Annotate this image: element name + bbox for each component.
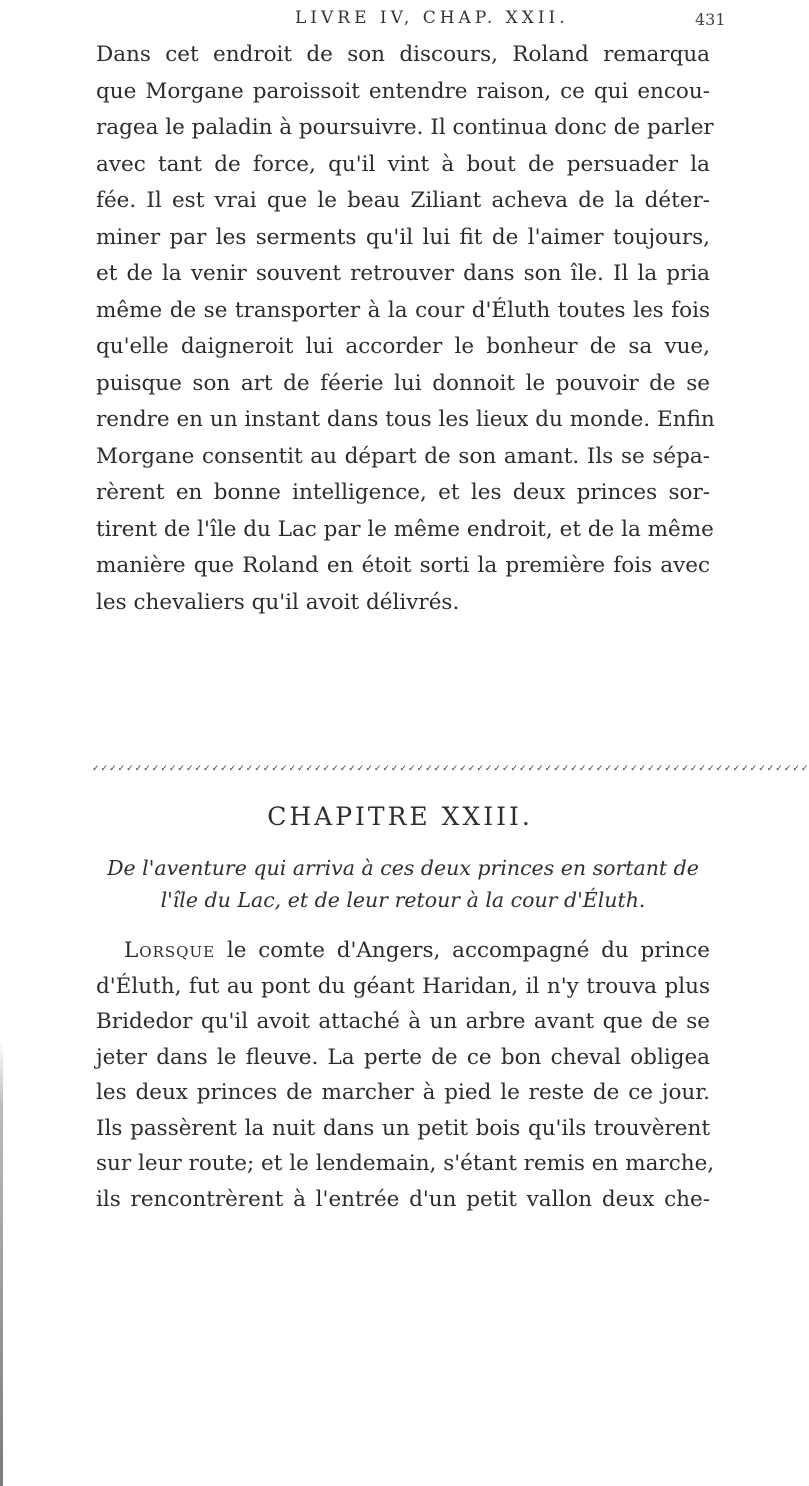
page-number: 431 bbox=[695, 10, 726, 29]
text-line: les chevaliers qu'il avoit délivrés. bbox=[96, 589, 460, 615]
text-line: fée. Il est vrai que le beau Ziliant acheva de la déter- bbox=[96, 188, 710, 213]
text-line: puisque son art de féerie lui donnoit le pouvoir de se bbox=[96, 370, 710, 396]
text-line: d'Éluth, fut au pont du géant Haridan, il n'y trouva plus bbox=[96, 973, 710, 999]
text-line: et de la venir souvent retrouver dans son île. Il la pria bbox=[96, 261, 710, 286]
text-line: que Morgane paroissoit entendre raison, ce qui encou- bbox=[96, 78, 710, 104]
text-line: sur leur route; et le lendemain, s'étant remis en marche, bbox=[96, 1151, 715, 1176]
text-line: rèrent en bonne intelligence, et les deux princes sor- bbox=[96, 480, 710, 505]
chapter-opening-paragraph bbox=[96, 933, 715, 1217]
text-line: jeter dans le fleuve. La perte de ce bon cheval obligea bbox=[96, 1044, 710, 1070]
paragraph-continued bbox=[96, 37, 715, 621]
text-line: Morgane consentit au départ de son amant. Ils se sépa- bbox=[96, 443, 710, 469]
chapter-title: CHAPITRE XXIII. bbox=[267, 802, 533, 831]
chapter-summary bbox=[96, 852, 710, 916]
summary-line: De l'aventure qui arriva à ces deux princes en sortant de bbox=[107, 856, 699, 880]
opening-line-rest: le comte d'Angers, accompagné du prince bbox=[215, 938, 710, 963]
page-edge-shadow bbox=[0, 1040, 3, 1486]
opening-word: Lorsque bbox=[124, 938, 216, 963]
text-line: les deux princes de marcher à pied le reste de ce jour. bbox=[96, 1080, 710, 1105]
text-line: qu'elle daigneroit lui accorder le bonheur de sa vue, bbox=[96, 334, 710, 359]
text-line: Bridedor qu'il avoit attaché à un arbre avant que de se bbox=[96, 1009, 710, 1034]
text-line bbox=[96, 933, 710, 969]
text-line: manière que Roland en étoit sorti la première fois avec bbox=[96, 553, 710, 578]
text-line: ragea le paladin à poursuivre. Il continua donc de parler bbox=[96, 115, 714, 140]
text-line: rendre en un instant dans tous les lieux du monde. Enfin bbox=[96, 407, 715, 432]
text-line: avec tant de force, qu'il vint à bout de persuader la bbox=[96, 151, 710, 177]
decorative-rule: ✓✓✓✓✓✓✓✓✓✓✓✓✓✓✓✓✓✓✓✓✓✓✓✓✓✓✓✓✓✓✓✓✓✓✓✓✓✓✓✓✓✓✓✓✓✓✓✓✓✓✓✓✓✓✓✓✓✓✓✓✓✓✓✓✓✓✓✓✓✓✓✓✓✓✓✓✓✓✓✓✓✓✓✓ bbox=[92, 764, 809, 774]
text-line: Ils passèrent la nuit dans un petit bois qu'ils trouvèrent bbox=[96, 1115, 710, 1141]
running-head: LIVRE IV, CHAP. XXII. bbox=[295, 8, 569, 28]
text-line: miner par les serments qu'il lui fit de l'aimer toujours, bbox=[96, 224, 710, 250]
text-line: Dans cet endroit de son discours, Roland remarqua bbox=[96, 42, 710, 67]
text-line: tirent de l'île du Lac par le même endroit, et de la même bbox=[96, 516, 714, 542]
text-line: ils rencontrèrent à l'entrée d'un petit vallon deux che- bbox=[96, 1186, 710, 1212]
text-line: même de se transporter à la cour d'Éluth toutes les fois bbox=[96, 297, 710, 323]
summary-line: l'île du Lac, et de leur retour à la cour d'Éluth. bbox=[160, 888, 646, 912]
